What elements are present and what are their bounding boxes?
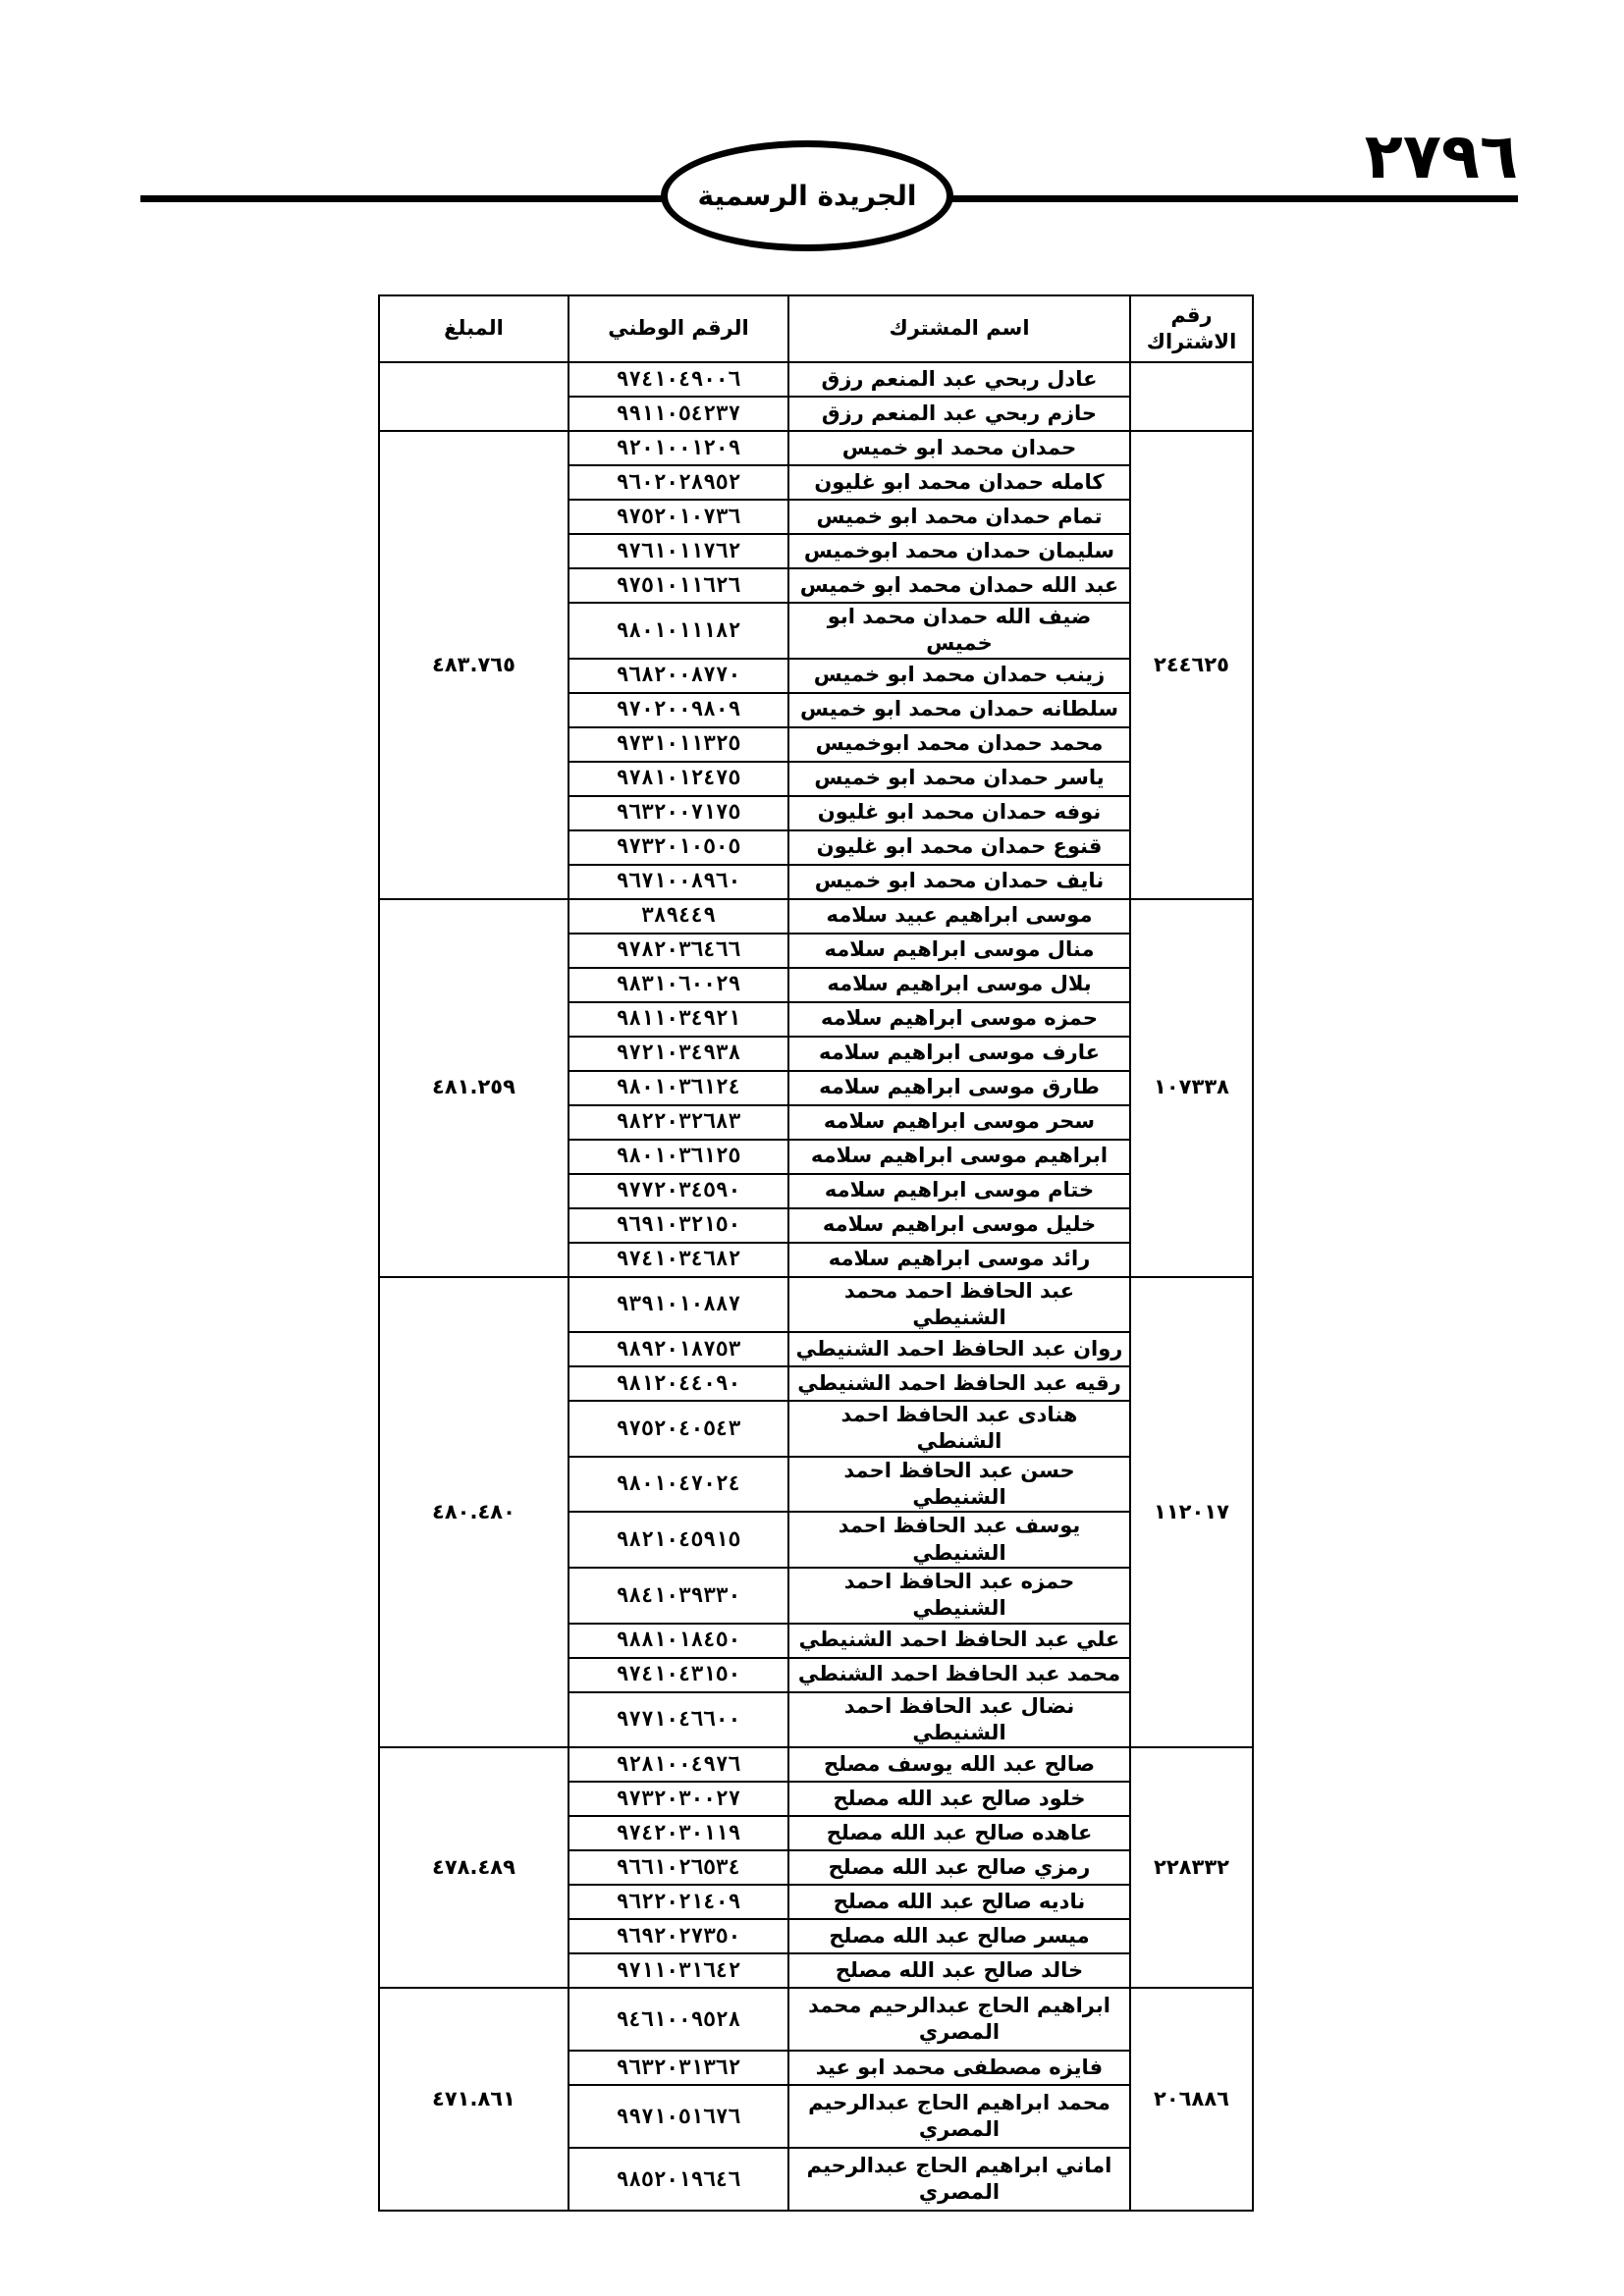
national-id-cell: ٩٦٩٢٠٢٧٣٥٠ (568, 1919, 788, 1953)
subscriber-name-cell: خلود صالح عبد الله مصلح (788, 1782, 1130, 1816)
subscriber-name-cell: تمام حمدان محمد ابو خميس (788, 500, 1130, 534)
national-id-cell: ٩٦٣٢٠٣١٣٦٢ (568, 2051, 788, 2085)
subscriber-name-cell: علي عبد الحافظ احمد الشنيطي (788, 1624, 1130, 1658)
subscriber-name-cell: نوفه حمدان محمد ابو غليون (788, 796, 1130, 830)
national-id-cell: ٩٨٠١٠٤٧٠٢٤ (568, 1457, 788, 1513)
amount-cell: ٤٨١.٢٥٩ (379, 899, 568, 1277)
national-id-cell: ٩٦٠٢٠٢٨٩٥٢ (568, 465, 788, 500)
subscriber-name-cell: ميسر صالح عبد الله مصلح (788, 1919, 1130, 1953)
subscriber-name-cell: فايزه مصطفى محمد ابو عيد (788, 2051, 1130, 2085)
subscriber-name-cell: بلال موسى ابراهيم سلامه (788, 968, 1130, 1002)
page-number: ٢٧٩٦ (1364, 121, 1518, 193)
subscriber-name-cell: خالد صالح عبد الله مصلح (788, 1953, 1130, 1988)
national-id-cell: ٩٢٨١٠٠٤٩٧٦ (568, 1747, 788, 1782)
national-id-cell: ٩٨١٢٠٤٤٠٩٠ (568, 1366, 788, 1401)
national-id-cell: ٩٦٦١٠٢٦٥٣٤ (568, 1850, 788, 1885)
subscriber-name-cell: حازم ربحي عبد المنعم رزق (788, 397, 1130, 431)
national-id-cell: ٩٦٢٢٠٢١٤٠٩ (568, 1885, 788, 1919)
subscriber-name-cell: قنوع حمدان محمد ابو غليون (788, 830, 1130, 865)
subscriber-name-cell: كامله حمدان محمد ابو غليون (788, 465, 1130, 500)
national-id-cell: ٩٧٥٢٠٤٠٥٤٣ (568, 1401, 788, 1457)
national-id-cell: ٩٨٨١٠١٨٤٥٠ (568, 1624, 788, 1658)
subscriber-name-cell: عبد الله حمدان محمد ابو خميس (788, 568, 1130, 603)
national-id-cell: ٩٧٣١٠١١٣٢٥ (568, 727, 788, 762)
subscriber-name-cell: عادل ربحي عبد المنعم رزق (788, 362, 1130, 397)
national-id-cell: ٩٧٣٢٠٣٠٠٢٧ (568, 1782, 788, 1816)
subscriber-name-cell: عارف موسى ابراهيم سلامه (788, 1037, 1130, 1071)
national-id-cell: ٩٧٥١٠١١٦٢٦ (568, 568, 788, 603)
national-id-cell: ٩٧٥٢٠١٠٧٣٦ (568, 500, 788, 534)
national-id-cell: ٩٩١١٠٥٤٢٣٧ (568, 397, 788, 431)
subscriber-name-cell: صالح عبد الله يوسف مصلح (788, 1747, 1130, 1782)
national-id-cell: ٩٨٩٢٠١٨٧٥٣ (568, 1332, 788, 1366)
table-row (379, 1988, 1253, 2051)
national-id-cell: ٩٧٧٢٠٣٤٥٩٠ (568, 1174, 788, 1208)
subscriber-name-cell: حسن عبد الحافظ احمد الشنيطي (788, 1457, 1130, 1513)
column-header-subscriber-name: اسم المشترك (788, 295, 1130, 362)
national-id-cell: ٩٣٩١٠١٠٨٨٧ (568, 1277, 788, 1333)
subscriber-name-cell: خليل موسى ابراهيم سلامه (788, 1208, 1130, 1243)
subscription-number-cell (1130, 362, 1253, 431)
subscriber-name-cell: عاهده صالح عبد الله مصلح (788, 1816, 1130, 1850)
table-row (379, 899, 1253, 934)
table-row (379, 362, 1253, 397)
subscriber-name-cell: حمدان محمد ابو خميس (788, 431, 1130, 465)
national-id-cell: ٩٧١١٠٣١٦٤٢ (568, 1953, 788, 1988)
subscriber-name-cell: عبد الحافظ احمد محمد الشنيطي (788, 1277, 1130, 1333)
national-id-cell: ٩٧٣٢٠١٠٥٠٥ (568, 830, 788, 865)
national-id-cell: ٩٨٠١٠١١١٨٢ (568, 603, 788, 659)
table-row (379, 1747, 1253, 1782)
subscriber-name-cell: هنادى عبد الحافظ احمد الشنطي (788, 1401, 1130, 1457)
subscriber-name-cell: محمد حمدان محمد ابوخميس (788, 727, 1130, 762)
subscriber-name-cell: محمد ابراهيم الحاج عبدالرحيم المصري (788, 2085, 1130, 2148)
column-header-amount: المبلغ (379, 295, 568, 362)
subscriber-name-cell: ختام موسى ابراهيم سلامه (788, 1174, 1130, 1208)
national-id-cell: ٩٨٢١٠٤٥٩١٥ (568, 1512, 788, 1568)
subscriber-name-cell: موسى ابراهيم عبيد سلامه (788, 899, 1130, 934)
national-id-cell: ٩٨٠١٠٣٦١٢٥ (568, 1140, 788, 1174)
publication-title: الجريدة الرسمية (697, 180, 917, 212)
national-id-cell: ٩٨٢٢٠٣٢٦٨٣ (568, 1105, 788, 1140)
subscriber-name-cell: طارق موسى ابراهيم سلامه (788, 1071, 1130, 1105)
national-id-cell: ٩٨٤١٠٣٩٣٣٠ (568, 1568, 788, 1624)
national-id-cell: ٩٧٨١٠١٢٤٧٥ (568, 762, 788, 796)
subscriber-name-cell: منال موسى ابراهيم سلامه (788, 934, 1130, 968)
table-row (379, 431, 1253, 465)
subscriber-name-cell: روان عبد الحافظ احمد الشنيطي (788, 1332, 1130, 1366)
national-id-cell: ٩٧٤٢٠٣٠١١٩ (568, 1816, 788, 1850)
amount-cell: ٤٨٠.٤٨٠ (379, 1277, 568, 1748)
national-id-cell: ٩٢٠١٠٠١٢٠٩ (568, 431, 788, 465)
amount-cell (379, 362, 568, 431)
subscription-number-cell: ٢٠٦٨٨٦ (1130, 1988, 1253, 2211)
national-id-cell: ٩٦٣٢٠٠٧١٧٥ (568, 796, 788, 830)
table-body (379, 362, 1253, 2211)
national-id-cell: ٩٤٦١٠٠٩٥٢٨ (568, 1988, 788, 2051)
subscriber-name-cell: زينب حمدان محمد ابو خميس (788, 659, 1130, 693)
subscriber-name-cell: سليمان حمدان محمد ابوخميس (788, 534, 1130, 568)
subscription-number-cell: ١١٢٠١٧ (1130, 1277, 1253, 1748)
subscription-number-cell: ٢٤٤٦٢٥ (1130, 431, 1253, 899)
subscriber-name-cell: ابراهيم موسى ابراهيم سلامه (788, 1140, 1130, 1174)
subscriber-name-cell: حمزه موسى ابراهيم سلامه (788, 1002, 1130, 1037)
subscriber-name-cell: ضيف الله حمدان محمد ابو خميس (788, 603, 1130, 659)
subscriber-name-cell: محمد عبد الحافظ احمد الشنطي (788, 1658, 1130, 1692)
column-header-subscription-no: رقم الاشتراك (1130, 295, 1253, 362)
national-id-cell: ٩٦٨٢٠٠٨٧٧٠ (568, 659, 788, 693)
national-id-cell: ٩٩٧١٠٥١٦٧٦ (568, 2085, 788, 2148)
national-id-cell: ٩٨٥٢٠١٩٦٤٦ (568, 2148, 788, 2211)
subscriber-name-cell: اماني ابراهيم الحاج عبدالرحيم المصري (788, 2148, 1130, 2211)
national-id-cell: ٩٧٦١٠١١٧٦٢ (568, 534, 788, 568)
subscriber-name-cell: ياسر حمدان محمد ابو خميس (788, 762, 1130, 796)
header-oval (661, 140, 953, 251)
subscriber-name-cell: رائد موسى ابراهيم سلامه (788, 1243, 1130, 1277)
table-row (379, 1277, 1253, 1333)
subscriber-name-cell: سحر موسى ابراهيم سلامه (788, 1105, 1130, 1140)
column-header-national-id: الرقم الوطني (568, 295, 788, 362)
subscriber-name-cell: ناديه صالح عبد الله مصلح (788, 1885, 1130, 1919)
national-id-cell: ٩٧٤١٠٤٩٠٠٦ (568, 362, 788, 397)
subscriber-name-cell: رقيه عبد الحافظ احمد الشنيطي (788, 1366, 1130, 1401)
subscriber-name-cell: يوسف عبد الحافظ احمد الشنيطي (788, 1512, 1130, 1568)
national-id-cell: ٩٧٠٢٠٠٩٨٠٩ (568, 693, 788, 727)
subscription-number-cell: ٢٢٨٣٣٢ (1130, 1747, 1253, 1988)
subscriber-name-cell: حمزه عبد الحافظ احمد الشنيطي (788, 1568, 1130, 1624)
national-id-cell: ٩٨٠١٠٣٦١٢٤ (568, 1071, 788, 1105)
subscriber-name-cell: نايف حمدان محمد ابو خميس (788, 865, 1130, 899)
national-id-cell: ٩٧٧١٠٤٦٦٠٠ (568, 1692, 788, 1748)
national-id-cell: ٣٨٩٤٤٩ (568, 899, 788, 934)
national-id-cell: ٩٨١١٠٣٤٩٢١ (568, 1002, 788, 1037)
amount-cell: ٤٧٨.٤٨٩ (379, 1747, 568, 1988)
subscriber-name-cell: نضال عبد الحافظ احمد الشنيطي (788, 1692, 1130, 1748)
subscriber-name-cell: سلطانه حمدان محمد ابو خميس (788, 693, 1130, 727)
subscriber-name-cell: ابراهيم الحاج عبدالرحيم محمد المصري (788, 1988, 1130, 2051)
amount-cell: ٤٨٣.٧٦٥ (379, 431, 568, 899)
table-header-row (379, 295, 1253, 362)
national-id-cell: ٩٧٨٢٠٣٦٤٦٦ (568, 934, 788, 968)
national-id-cell: ٩٧٤١٠٣٤٦٨٢ (568, 1243, 788, 1277)
subscriber-name-cell: رمزي صالح عبد الله مصلح (788, 1850, 1130, 1885)
national-id-cell: ٩٦٧١٠٠٨٩٦٠ (568, 865, 788, 899)
amount-cell: ٤٧١.٨٦١ (379, 1988, 568, 2211)
national-id-cell: ٩٨٣١٠٦٠٠٢٩ (568, 968, 788, 1002)
subscription-number-cell: ١٠٧٣٣٨ (1130, 899, 1253, 1277)
subscribers-table (378, 294, 1254, 2212)
national-id-cell: ٩٧٢١٠٣٤٩٣٨ (568, 1037, 788, 1071)
national-id-cell: ٩٧٤١٠٤٣١٥٠ (568, 1658, 788, 1692)
national-id-cell: ٩٦٩١٠٣٢١٥٠ (568, 1208, 788, 1243)
